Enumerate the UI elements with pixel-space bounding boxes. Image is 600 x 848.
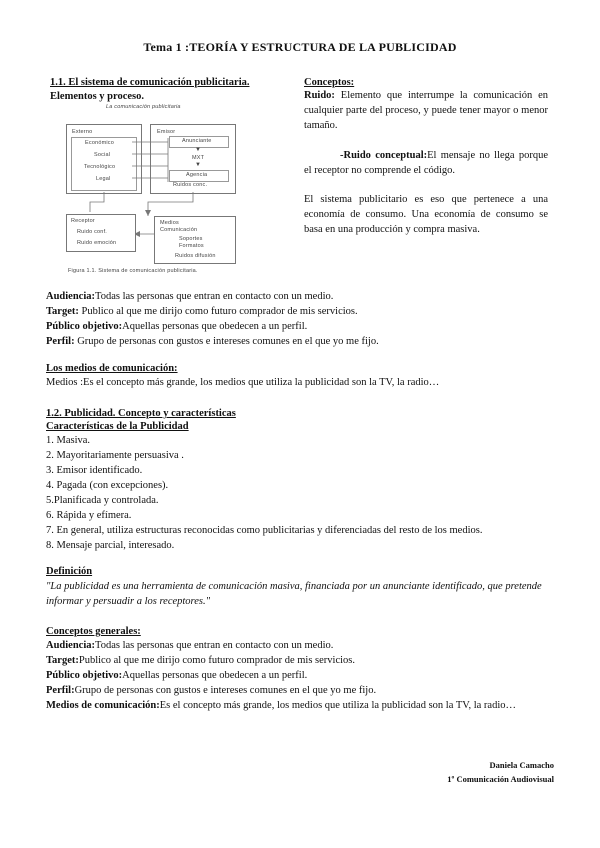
box-externo-title: Externo bbox=[72, 129, 93, 135]
definition-text: Todas las personas que entran en contacto con un medio. bbox=[95, 291, 334, 302]
concepto-item bbox=[46, 653, 556, 668]
definition-target bbox=[46, 304, 556, 319]
definition-text: Grupo de personas con gustos e intereses comunes en el que yo me fijo. bbox=[74, 336, 379, 347]
concepto-item bbox=[46, 638, 556, 653]
definition-perfil bbox=[46, 334, 556, 349]
emisor-item: Ruidos conc. bbox=[173, 182, 208, 188]
author-name: Daniela Camacho bbox=[489, 760, 554, 770]
author-course: 1º Comunicación Audiovisual bbox=[447, 774, 554, 784]
list-item: 4. Pagada (con excepciones). bbox=[46, 480, 169, 491]
conceptos-generales-list bbox=[46, 638, 556, 713]
ruido-conceptual-text: El mensaje no llega porque el receptor no comprende el código. bbox=[304, 150, 548, 176]
list-item: 3. Emisor identificado. bbox=[46, 465, 143, 476]
conceptos-generales-heading: Conceptos generales: bbox=[46, 626, 141, 637]
concepto-text: Grupo de personas con gustos e intereses comunes en el que yo me fijo. bbox=[74, 685, 377, 696]
concepto-label: Público objetivo: bbox=[46, 670, 123, 681]
concepto-label: Audiencia: bbox=[46, 640, 96, 651]
emisor-item: MXT bbox=[192, 155, 205, 161]
ruido-conceptual-label: -Ruido conceptual: bbox=[340, 150, 428, 161]
concepto-item bbox=[46, 668, 556, 683]
conceptos-heading: Conceptos: bbox=[304, 77, 355, 88]
medios-item: Formatos bbox=[179, 243, 204, 249]
definition-label: Perfil: bbox=[46, 336, 75, 347]
concepto-label: Medios de comunicación: bbox=[46, 700, 160, 711]
concepto-text: Es el concepto más grande, los medios que utiliza la publicidad son la TV, la radio… bbox=[159, 700, 516, 711]
externo-item: Económico bbox=[85, 140, 115, 146]
emisor-item: Agencia bbox=[186, 172, 208, 178]
medios-item: Soportes bbox=[179, 236, 203, 242]
box-receptor-title: Receptor bbox=[71, 218, 95, 224]
concepto-item bbox=[46, 698, 556, 713]
communication-diagram bbox=[60, 104, 240, 276]
ruido-text: Elemento que interrumpe la comunicación en cualquier parte del proceso, y puede tener mayor o menor tamaño. bbox=[304, 90, 548, 131]
definicion-heading: Definición bbox=[46, 566, 93, 577]
sistema-publicitario-text: El sistema publicitario es eso que pertenece a una economía de consumo. Una economía de consumo se basa en una producción y compra masiva. bbox=[304, 194, 548, 235]
definition-text: Publico al que me dirijo como futuro comprador de mis servicios. bbox=[78, 306, 358, 317]
concepto-text: Todas las personas que entran en contacto con un medio. bbox=[95, 640, 334, 651]
definicion-quote: "La publicidad es una herramienta de comunicación masiva, financiada por un anunciante identificado, que pretende informar y persuadir a los receptores." bbox=[46, 581, 542, 607]
medios-item: Ruidos difusión bbox=[175, 253, 216, 259]
ruido-label: Ruido: bbox=[304, 90, 335, 101]
externo-item: Legal bbox=[96, 176, 111, 182]
figure-caption-top: La comunicación publicitaria bbox=[106, 104, 181, 110]
box-medios bbox=[154, 216, 236, 264]
box-medios-subtitle: Comunicación bbox=[160, 227, 198, 233]
author-signature bbox=[447, 758, 554, 786]
concepto-text: Aquellas personas que obedecen a un perfil. bbox=[122, 670, 308, 681]
concepto-text: Publico al que me dirijo como futuro comprador de mis servicios. bbox=[78, 655, 356, 666]
box-receptor bbox=[66, 214, 136, 252]
arrow-down-icon: ▼ bbox=[195, 162, 202, 168]
list-item: 5.Planificada y controlada. bbox=[46, 495, 159, 506]
medios-heading: Los medios de comunicación: bbox=[46, 363, 178, 374]
medios-text: Medios :Es el concepto más grande, los medios que utiliza la publicidad son la TV, la radio… bbox=[46, 377, 440, 388]
receptor-item: Ruido conf. bbox=[77, 229, 108, 235]
list-item: 6. Rápida y efímera. bbox=[46, 510, 132, 521]
section-1-1-heading: 1.1. El sistema de comunicación publicitaria. bbox=[50, 77, 250, 88]
figure-caption-bottom: Figura 1.1. Sistema de comunicación publicitaria. bbox=[68, 268, 198, 274]
list-item: 8. Mensaje parcial, interesado. bbox=[46, 540, 175, 551]
externo-item: Tecnológico bbox=[84, 164, 116, 170]
receptor-item: Ruido emoción bbox=[77, 240, 117, 246]
list-item: 1. Masiva. bbox=[46, 435, 91, 446]
caracteristicas-heading: Características de la Publicidad bbox=[46, 421, 189, 432]
definition-text: Aquellas personas que obedecen a un perfil. bbox=[122, 321, 308, 332]
arrow-down-icon: ▼ bbox=[195, 147, 202, 153]
emisor-item: Anunciante bbox=[182, 138, 212, 144]
box-emisor-title: Emisor bbox=[157, 129, 176, 135]
caracteristicas-list bbox=[46, 433, 556, 553]
section-1-2-heading: 1.2. Publicidad. Concepto y características bbox=[46, 408, 236, 419]
ruido-definition bbox=[304, 88, 548, 133]
ruido-conceptual-definition bbox=[304, 148, 548, 178]
concepto-label: Target: bbox=[46, 655, 79, 666]
page-title: Tema 1 :TEORÍA Y ESTRUCTURA DE LA PUBLICIDAD bbox=[143, 40, 457, 54]
definition-label: Target: bbox=[46, 306, 79, 317]
box-medios-title: Medios bbox=[160, 220, 179, 226]
list-item: 2. Mayoritariamente persuasiva . bbox=[46, 450, 184, 461]
list-item: 7. En general, utiliza estructuras reconocidas como publicitarias y diferenciadas del resto de los medios. bbox=[46, 525, 483, 536]
concepto-label: Perfil: bbox=[46, 685, 75, 696]
externo-item: Social bbox=[94, 152, 111, 158]
definition-audiencia bbox=[46, 289, 556, 304]
definition-publico-objetivo bbox=[46, 319, 556, 334]
definition-label: Público objetivo: bbox=[46, 321, 123, 332]
section-1-1-subheading: Elementos y proceso. bbox=[50, 91, 145, 102]
concepto-item bbox=[46, 683, 556, 698]
definition-label: Audiencia: bbox=[46, 291, 96, 302]
definitions-list-1 bbox=[46, 289, 556, 349]
